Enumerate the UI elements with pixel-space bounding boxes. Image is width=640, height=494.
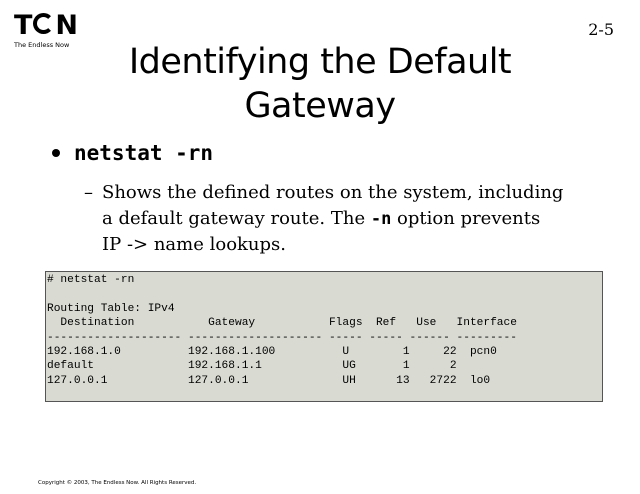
- sub-bullet-dash: –: [84, 182, 93, 203]
- routing-table-row: 127.0.0.1 127.0.0.1 UH 13 2722 lo0: [47, 374, 491, 387]
- terminal-prompt-line: # netstat -rn: [47, 274, 135, 286]
- title-line-1: Identifying the Default: [128, 42, 512, 82]
- routing-table-row: 192.168.1.0 192.168.1.100 U 1 22 pcn0: [47, 346, 497, 359]
- page-number: 2-5: [588, 20, 614, 39]
- routing-table-header: Destination Gateway Flags Ref Use Interface: [47, 317, 517, 330]
- sub-text-before: Shows the defined routes on the system, including a default gateway route. The: [102, 182, 564, 229]
- logo-tagline: The Endless Now: [14, 41, 70, 49]
- logo-ring-icon: [33, 13, 54, 34]
- bullet-command: netstat -rn: [74, 141, 214, 165]
- title-line-2: Gateway: [244, 86, 396, 126]
- sub-bullet-text: [102, 180, 564, 258]
- logo-letter-n: N: [55, 10, 78, 41]
- option-flag: -n: [370, 209, 392, 229]
- routing-table-separator: -------------------- -------------------- ----- ----- ------ ---------: [47, 331, 517, 344]
- logo-letter-t: T: [14, 10, 32, 41]
- terminal-blank-line: [47, 287, 602, 301]
- copyright-footer: Copyright © 2003, The Endless Now. All Rights Reserved.: [38, 480, 197, 486]
- logo-mark: [14, 12, 78, 39]
- terminal-output: [45, 271, 603, 402]
- slide-title: [80, 40, 560, 128]
- sub-text-after: option prevents IP -> name lookups.: [102, 208, 541, 255]
- routing-table-title: Routing Table: IPv4: [47, 302, 175, 315]
- sub-bullet: [84, 180, 564, 258]
- routing-table-row: default 192.168.1.1 UG 1 2: [47, 360, 457, 373]
- ten-logo: [14, 12, 78, 52]
- bullet-item: [52, 140, 213, 166]
- bullet-dot-icon: [52, 149, 60, 157]
